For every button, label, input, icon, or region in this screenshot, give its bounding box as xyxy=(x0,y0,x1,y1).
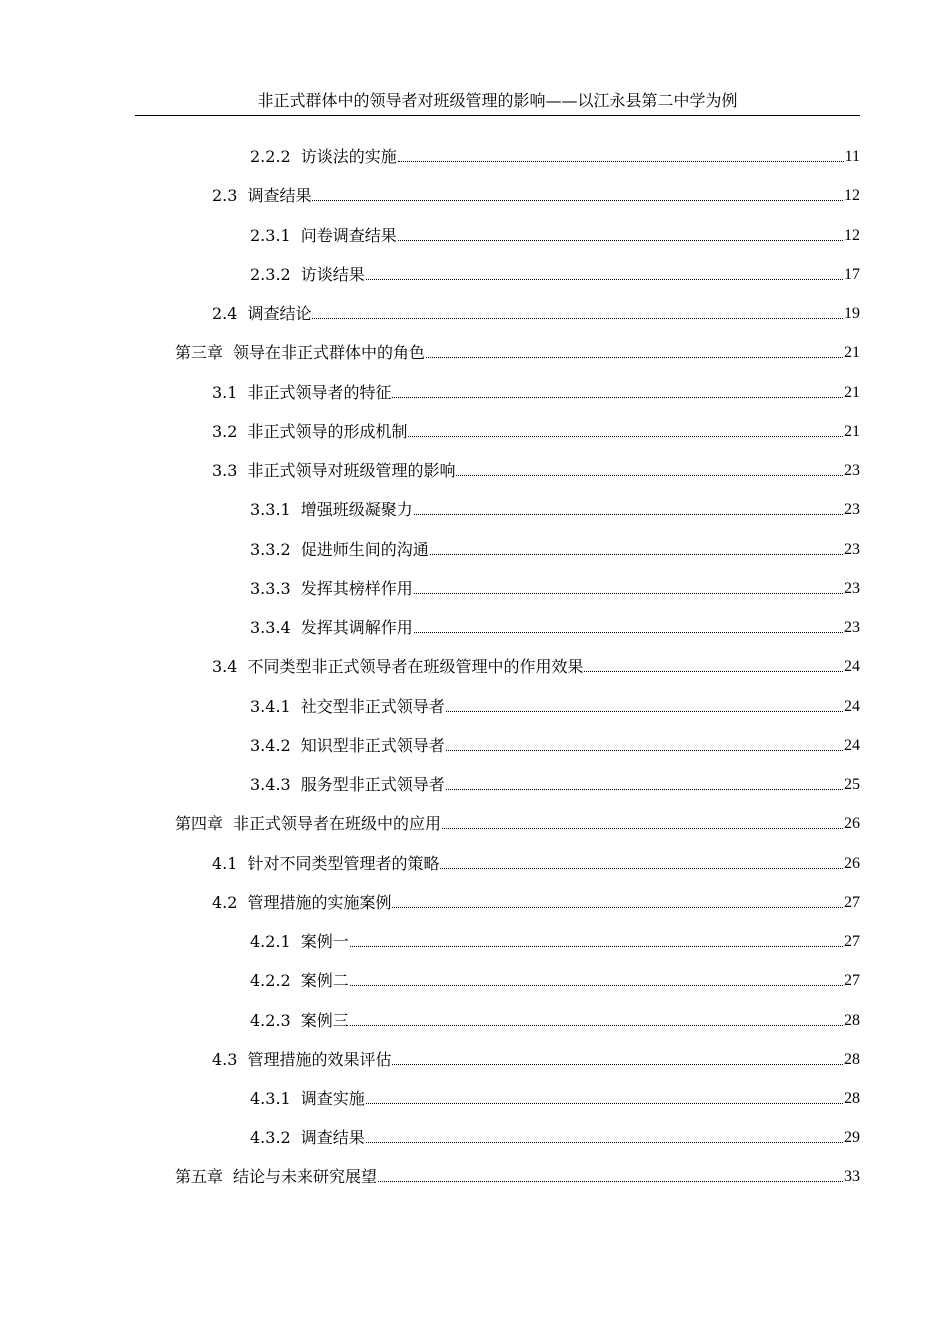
toc-entry-number: 2.3 xyxy=(212,186,238,205)
toc-entry-number: 3.3.3 xyxy=(250,579,291,598)
toc-entry[interactable] xyxy=(212,850,860,874)
toc-entry-page: 21 xyxy=(844,344,860,361)
toc-entry-number: 3.2 xyxy=(212,422,238,441)
toc-entry-page: 12 xyxy=(844,187,860,204)
toc-entry-page: 29 xyxy=(844,1129,860,1146)
running-header xyxy=(135,88,860,116)
dot-leader xyxy=(426,357,843,358)
toc-entry-page: 23 xyxy=(844,541,860,558)
toc-entry-number: 4.2.3 xyxy=(250,1011,291,1030)
dot-leader xyxy=(366,279,843,280)
toc-entry-page: 12 xyxy=(844,227,860,244)
dot-leader xyxy=(350,985,843,986)
toc-entry-page: 27 xyxy=(844,933,860,950)
dot-leader xyxy=(414,514,843,515)
toc-entry-page: 23 xyxy=(844,619,860,636)
toc-entry-number: 3.3.1 xyxy=(250,500,291,519)
toc-entry-number: 3.4.1 xyxy=(250,697,291,716)
toc-entry[interactable] xyxy=(250,143,860,167)
toc-entry-number: 3.4.2 xyxy=(250,736,291,755)
dot-leader xyxy=(312,318,843,319)
dot-leader xyxy=(408,436,843,437)
dot-leader xyxy=(584,671,843,672)
toc-entry[interactable] xyxy=(212,300,860,324)
toc-entry-page: 23 xyxy=(844,462,860,479)
toc-entry[interactable] xyxy=(212,418,860,442)
toc-entry-title: 案例一 xyxy=(300,932,349,951)
toc-entry[interactable] xyxy=(250,928,860,952)
dot-leader xyxy=(366,1103,843,1104)
toc-entry[interactable] xyxy=(175,1163,860,1187)
toc-entry[interactable] xyxy=(250,1124,860,1148)
toc-entry[interactable] xyxy=(175,810,860,834)
toc-entry[interactable] xyxy=(212,1046,860,1070)
toc-entry[interactable] xyxy=(212,457,860,481)
toc-entry-page: 11 xyxy=(844,148,860,165)
toc-entry-page: 28 xyxy=(844,1012,860,1029)
toc-entry-page: 28 xyxy=(844,1090,860,1107)
toc-entry[interactable] xyxy=(250,732,860,756)
toc-entry-title: 调查结论 xyxy=(247,304,312,323)
dot-leader xyxy=(446,711,843,712)
toc-entry-page: 27 xyxy=(844,972,860,989)
toc-entry-title: 非正式领导的形成机制 xyxy=(247,422,408,441)
toc-entry-page: 33 xyxy=(844,1168,860,1185)
dot-leader xyxy=(440,868,843,869)
toc-entry-title: 问卷调查结果 xyxy=(300,226,397,245)
toc-entry-page: 21 xyxy=(844,423,860,440)
toc-entry-page: 26 xyxy=(844,815,860,832)
toc-entry[interactable] xyxy=(250,614,860,638)
toc-entry[interactable] xyxy=(250,575,860,599)
dot-leader xyxy=(446,789,843,790)
toc-entry-number: 2.2.2 xyxy=(250,147,291,166)
toc-entry-title: 管理措施的效果评估 xyxy=(247,1050,392,1069)
toc-entry-title: 不同类型非正式领导者在班级管理中的作用效果 xyxy=(247,657,584,676)
toc-entry-page: 27 xyxy=(844,894,860,911)
toc-entry-number: 4.2.2 xyxy=(250,971,291,990)
toc-entry-title: 发挥其榜样作用 xyxy=(300,579,413,598)
toc-entry-number: 3.3.4 xyxy=(250,618,291,637)
toc-entry-number: 3.3 xyxy=(212,461,238,480)
toc-entry-number: 3.4 xyxy=(212,657,238,676)
header-title: 非正式群体中的领导者对班级管理的影响——以江永县第二中学为例 xyxy=(257,91,738,110)
toc-entry-number: 第四章 xyxy=(175,814,224,833)
toc-entry-number: 4.2.1 xyxy=(250,932,291,951)
toc-entry-title: 调查结果 xyxy=(247,186,312,205)
toc-entry-number: 3.1 xyxy=(212,383,238,402)
toc-entry[interactable] xyxy=(212,379,860,403)
toc-entry-title: 案例二 xyxy=(300,971,349,990)
dot-leader xyxy=(446,750,843,751)
toc-entry[interactable] xyxy=(212,653,860,677)
dot-leader xyxy=(312,200,843,201)
toc-entry[interactable] xyxy=(250,967,860,991)
toc-entry-page: 19 xyxy=(844,305,860,322)
toc-entry-title: 非正式领导者的特征 xyxy=(247,383,392,402)
toc-entry-number: 3.4.3 xyxy=(250,775,291,794)
toc-entry-title: 非正式领导对班级管理的影响 xyxy=(247,461,456,480)
toc-entry-number: 4.3.1 xyxy=(250,1089,291,1108)
toc-entry-number: 4.3 xyxy=(212,1050,238,1069)
toc-entry-title: 调查结果 xyxy=(300,1128,365,1147)
toc-entry[interactable] xyxy=(250,693,860,717)
toc-entry-title: 案例三 xyxy=(300,1011,349,1030)
dot-leader xyxy=(378,1181,843,1182)
toc-entry-title: 服务型非正式领导者 xyxy=(300,775,445,794)
toc-entry-title: 领导在非正式群体中的角色 xyxy=(233,343,426,362)
toc-entry-title: 访谈法的实施 xyxy=(300,147,397,166)
toc-entry[interactable] xyxy=(250,222,860,246)
toc-entry[interactable] xyxy=(212,182,860,206)
toc-entry-number: 4.2 xyxy=(212,893,238,912)
toc-entry-number: 2.4 xyxy=(212,304,238,323)
dot-leader xyxy=(392,1064,843,1065)
toc-entry-page: 24 xyxy=(844,658,860,675)
toc-entry-number: 4.3.2 xyxy=(250,1128,291,1147)
dot-leader xyxy=(350,1025,843,1026)
toc-entry[interactable] xyxy=(250,1007,860,1031)
toc-entry-number: 3.3.2 xyxy=(250,540,291,559)
toc-entry-page: 21 xyxy=(844,384,860,401)
toc-entry[interactable] xyxy=(212,889,860,913)
toc-entry-title: 增强班级凝聚力 xyxy=(300,500,413,519)
toc-entry-title: 管理措施的实施案例 xyxy=(247,893,392,912)
toc-entry-title: 访谈结果 xyxy=(300,265,365,284)
dot-leader xyxy=(350,946,843,947)
toc-entry-page: 26 xyxy=(844,855,860,872)
toc-entry[interactable] xyxy=(250,496,860,520)
toc-entry[interactable] xyxy=(250,1085,860,1109)
dot-leader xyxy=(392,907,843,908)
toc-entry-page: 24 xyxy=(844,737,860,754)
toc-entry-title: 调查实施 xyxy=(300,1089,365,1108)
toc-entry-title: 针对不同类型管理者的策略 xyxy=(247,854,440,873)
toc-entry-number: 第三章 xyxy=(175,343,224,362)
toc-entry[interactable] xyxy=(175,339,860,363)
dot-leader xyxy=(392,397,843,398)
toc-entry-title: 发挥其调解作用 xyxy=(300,618,413,637)
toc-entry-number: 2.3.1 xyxy=(250,226,291,245)
toc-entry-page: 28 xyxy=(844,1051,860,1068)
toc-entry-page: 23 xyxy=(844,580,860,597)
dot-leader xyxy=(414,593,843,594)
dot-leader xyxy=(366,1142,843,1143)
dot-leader xyxy=(414,632,843,633)
toc-entry-page: 24 xyxy=(844,698,860,715)
toc-entry[interactable] xyxy=(250,261,860,285)
toc-entry-title: 促进师生间的沟通 xyxy=(300,540,429,559)
toc-entry-page: 17 xyxy=(844,266,860,283)
toc-entry-number: 第五章 xyxy=(175,1167,224,1186)
toc-entry-page: 23 xyxy=(844,501,860,518)
toc-entry-title: 社交型非正式领导者 xyxy=(300,697,445,716)
toc-entry[interactable] xyxy=(250,536,860,560)
toc-entry-title: 结论与未来研究展望 xyxy=(233,1167,378,1186)
dot-leader xyxy=(398,240,843,241)
toc-entry-number: 4.1 xyxy=(212,854,238,873)
toc-entry-title: 非正式领导者在班级中的应用 xyxy=(233,814,442,833)
dot-leader xyxy=(430,554,843,555)
dot-leader xyxy=(442,828,843,829)
toc-entry-title: 知识型非正式领导者 xyxy=(300,736,445,755)
toc-entry-page: 25 xyxy=(844,776,860,793)
dot-leader xyxy=(456,475,843,476)
toc-entry[interactable] xyxy=(250,771,860,795)
dot-leader xyxy=(398,161,844,162)
toc-entry-number: 2.3.2 xyxy=(250,265,291,284)
